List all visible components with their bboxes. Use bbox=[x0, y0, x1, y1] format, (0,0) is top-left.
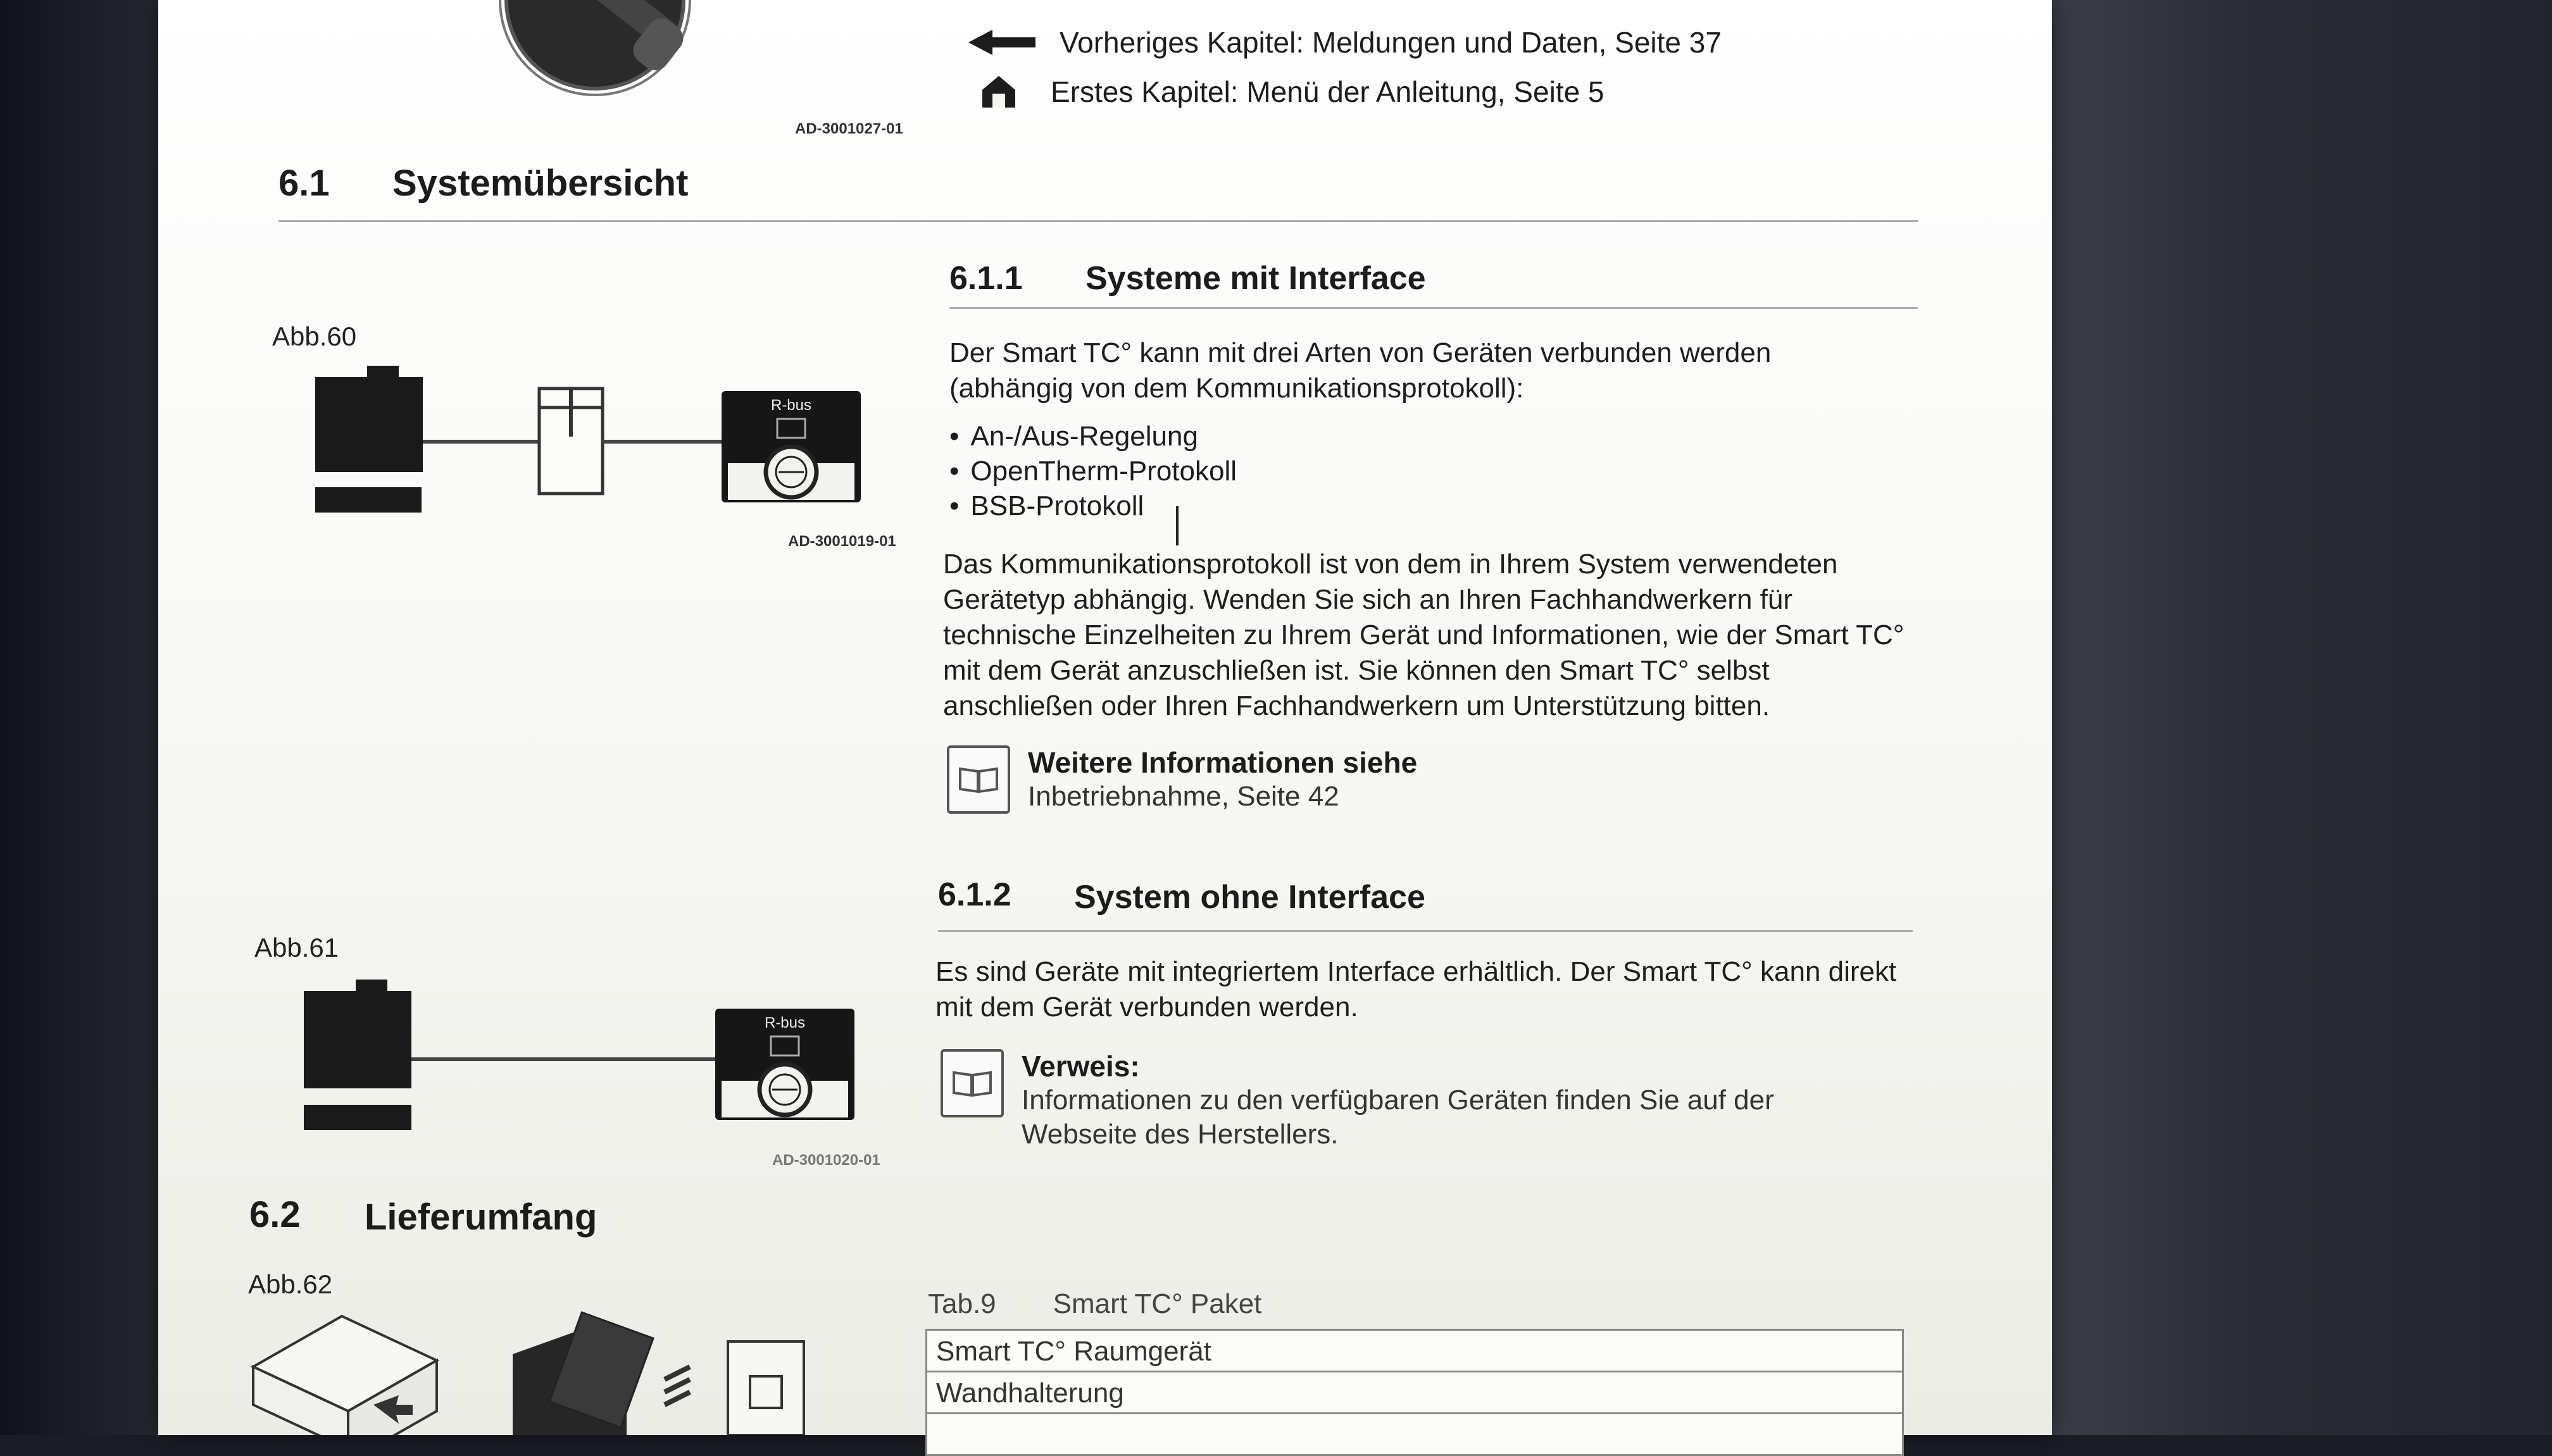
fig62-label: Abb.62 bbox=[248, 1269, 333, 1299]
fig61-diagram bbox=[297, 974, 1025, 1139]
section-6-1-rule bbox=[278, 220, 1918, 222]
section-6-1-2-body: Es sind Geräte mit integriertem Interface erhältlich. Der Smart TC° kann direkt mit dem Gerät verbunden werden. bbox=[935, 956, 1897, 1023]
section-6-2-number: 6.2 bbox=[249, 1194, 301, 1235]
reference-text: Informationen zu den verfügbaren Geräten finden Sie auf der Webseite des Herstellers. bbox=[1022, 1085, 1774, 1150]
background-desk-right bbox=[2052, 0, 2552, 1435]
section-6-1-1-number: 6.1.1 bbox=[949, 260, 1023, 297]
table-row: Smart TC° Raumgerät bbox=[927, 1331, 1902, 1372]
protocol-list-item: • An-/Aus-Regelung bbox=[949, 419, 1456, 454]
nav-first-chapter-text: Erstes Kapitel: Menü der Anleitung, Seite 5 bbox=[1051, 75, 1604, 108]
book-icon bbox=[947, 745, 1010, 814]
table9-number: Tab.9 bbox=[928, 1288, 996, 1319]
top-figure-illustration bbox=[494, 0, 722, 120]
home-icon bbox=[981, 75, 1016, 109]
fig60-diagram bbox=[310, 361, 1044, 525]
protocol-list-item: • OpenTherm-Protokoll bbox=[949, 454, 1456, 488]
background-desk-left bbox=[0, 0, 158, 1435]
section-6-2-title: Lieferumfang bbox=[365, 1197, 597, 1238]
fig61-code: AD-3001020-01 bbox=[772, 1152, 880, 1169]
section-6-1-2-number: 6.1.2 bbox=[938, 876, 1011, 913]
fig61-rbus-label: R-bus bbox=[764, 1014, 806, 1031]
table-row bbox=[927, 1414, 1902, 1456]
nav-first-chapter-link[interactable] bbox=[981, 75, 1604, 109]
section-6-1-1-rule bbox=[949, 307, 1918, 309]
manual-page bbox=[158, 0, 2052, 1435]
nav-prev-chapter-link[interactable] bbox=[968, 25, 1722, 59]
table-row: Wandhalterung bbox=[927, 1372, 1902, 1414]
arrow-left-icon bbox=[968, 30, 1038, 55]
reference-note bbox=[941, 1049, 1863, 1152]
table9-title: Smart TC° Paket bbox=[1053, 1288, 1262, 1319]
further-info-link[interactable]: Inbetriebnahme, Seite 42 bbox=[1028, 781, 1339, 812]
text-cursor-ibeam bbox=[1176, 506, 1179, 545]
fig60-rbus-label: R-bus bbox=[770, 397, 812, 414]
reference-title: Verweis: bbox=[1022, 1050, 1140, 1083]
section-6-1-1-title: Systeme mit Interface bbox=[1085, 260, 1426, 297]
further-info-note bbox=[947, 745, 1417, 814]
section-6-1-2-rule bbox=[938, 930, 1913, 932]
fig60-code: AD-3001019-01 bbox=[788, 533, 896, 550]
table9-caption bbox=[928, 1288, 1261, 1320]
table9 bbox=[925, 1329, 1904, 1456]
fig60-label: Abb.60 bbox=[272, 321, 357, 351]
protocol-list-item: • BSB-Protokoll bbox=[949, 488, 1456, 523]
section-6-1-1-intro: Der Smart TC° kann mit drei Arten von Geräten verbunden werden (abhängig von dem Kommunikationsprotokoll): bbox=[949, 337, 1772, 404]
section-6-1-2-title: System ohne Interface bbox=[1074, 879, 1425, 916]
fig61-label: Abb.61 bbox=[254, 933, 339, 962]
section-6-1-number: 6.1 bbox=[278, 163, 330, 204]
top-figure-code: AD-3001027-01 bbox=[795, 120, 903, 137]
nav-prev-chapter-text: Vorheriges Kapitel: Meldungen und Daten, Seite 37 bbox=[1060, 26, 1722, 59]
further-info-title: Weitere Informationen siehe bbox=[1028, 746, 1418, 779]
section-6-1-title: Systemübersicht bbox=[392, 163, 689, 204]
section-6-1-1-body: Das Kommunikationsprotokoll ist von dem in Ihrem System verwendeten Gerätetyp abhängig. Wenden Sie sich an Ihren Fachhandwerkern für technische Einzelheiten zu Ihrem Gerät und Informationen, wie der Smart TC° mit dem Gerät anzuschließen ist. Sie können den Smart TC° selbst anschließen oder Ihren Fachhandwerkern um Unterstützung bitten. bbox=[943, 549, 1905, 721]
